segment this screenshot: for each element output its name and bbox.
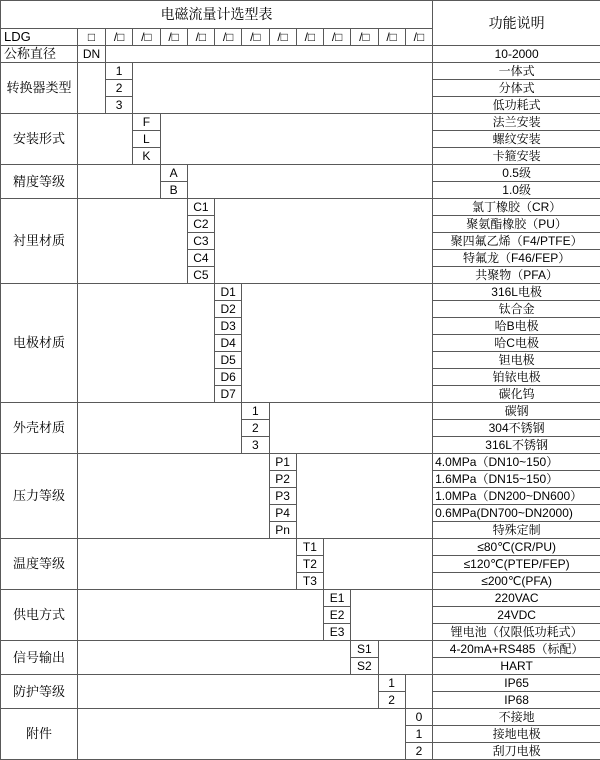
category-label: 转换器类型 [1, 63, 78, 114]
code-cell: D5 [215, 352, 242, 369]
code-cell: Pn [269, 522, 296, 539]
spacer-cell [78, 709, 406, 760]
desc-cell: 低功耗式 [433, 97, 600, 114]
spacer-cell [78, 641, 351, 675]
desc-cell: 4-20mA+RS485（标配） [433, 641, 600, 658]
desc-cell: 锂电池（仅限低功耗式） [433, 624, 600, 641]
code-cell: T2 [296, 556, 323, 573]
model-slot-box: /□ [215, 29, 242, 46]
spacer-cell [133, 63, 433, 114]
desc-cell: 0.6MPa(DN700~DN2000) [433, 505, 600, 522]
code-cell: S1 [351, 641, 378, 658]
category-label: 温度等级 [1, 539, 78, 590]
model-slot-box: /□ [351, 29, 378, 46]
desc-cell: 分体式 [433, 80, 600, 97]
desc-cell: 220VAC [433, 590, 600, 607]
code-cell: 1 [405, 726, 432, 743]
code-cell: D2 [215, 301, 242, 318]
category-label: 公称直径 [1, 46, 78, 63]
code-cell: E2 [324, 607, 351, 624]
spacer-cell [78, 675, 379, 709]
desc-cell: IP65 [433, 675, 600, 692]
desc-cell: 10-2000 [433, 46, 600, 63]
spacer-cell [378, 641, 433, 675]
code-cell: S2 [351, 658, 378, 675]
desc-cell: 316L电极 [433, 284, 600, 301]
spacer-cell [78, 454, 270, 539]
spacer-cell [78, 199, 188, 284]
code-cell: T1 [296, 539, 323, 556]
code-cell: L [133, 131, 160, 148]
desc-cell: 一体式 [433, 63, 600, 80]
spacer-cell [296, 454, 432, 539]
code-cell: 3 [242, 437, 269, 454]
code-cell: C3 [187, 233, 214, 250]
spacer-cell [324, 539, 433, 590]
desc-cell: 哈C电极 [433, 335, 600, 352]
code-cell: P3 [269, 488, 296, 505]
category-label: 衬里材质 [1, 199, 78, 284]
desc-cell: HART [433, 658, 600, 675]
model-slot-box: /□ [160, 29, 187, 46]
code-cell: P2 [269, 471, 296, 488]
model-slot-box: /□ [133, 29, 160, 46]
category-label: 防护等级 [1, 675, 78, 709]
code-cell: DN [78, 46, 106, 63]
desc-cell: 特氟龙（F46/FEP） [433, 250, 600, 267]
spacer-cell [187, 165, 432, 199]
desc-cell: 1.0MPa（DN200~DN600） [433, 488, 600, 505]
code-cell: 1 [378, 675, 405, 692]
model-slot-box: /□ [324, 29, 351, 46]
code-cell: E1 [324, 590, 351, 607]
desc-cell: 聚四氟乙烯（F4/PTFE） [433, 233, 600, 250]
spacer-cell [78, 284, 215, 403]
desc-cell: 氯丁橡胶（CR） [433, 199, 600, 216]
desc-cell: 1.0级 [433, 182, 600, 199]
code-cell: 2 [378, 692, 405, 709]
desc-cell: 螺纹安装 [433, 131, 600, 148]
spacer-cell [160, 114, 433, 165]
code-cell: 3 [106, 97, 133, 114]
spacer-cell [78, 403, 242, 454]
desc-cell: 刮刀电极 [433, 743, 600, 760]
desc-cell: 304不锈钢 [433, 420, 600, 437]
spacer-cell [78, 539, 297, 590]
model-slot-box: /□ [296, 29, 323, 46]
code-cell: D1 [215, 284, 242, 301]
code-cell: 1 [242, 403, 269, 420]
category-label: 电极材质 [1, 284, 78, 403]
code-cell: K [133, 148, 160, 165]
code-cell: F [133, 114, 160, 131]
function-column-header: 功能说明 [433, 1, 600, 46]
code-cell: 2 [242, 420, 269, 437]
desc-cell: 钽电极 [433, 352, 600, 369]
category-label: 外壳材质 [1, 403, 78, 454]
desc-cell: 1.6MPa（DN15~150） [433, 471, 600, 488]
model-slot-box: /□ [269, 29, 296, 46]
desc-cell: 钛合金 [433, 301, 600, 318]
model-slot-box: /□ [405, 29, 432, 46]
code-cell: A [160, 165, 187, 182]
desc-cell: 特殊定制 [433, 522, 600, 539]
category-label: 供电方式 [1, 590, 78, 641]
code-cell: C4 [187, 250, 214, 267]
desc-cell: 卡箍安装 [433, 148, 600, 165]
code-cell: P4 [269, 505, 296, 522]
code-cell: D7 [215, 386, 242, 403]
model-slot-box: /□ [106, 29, 133, 46]
desc-cell: IP68 [433, 692, 600, 709]
code-cell: C5 [187, 267, 214, 284]
code-cell: P1 [269, 454, 296, 471]
model-prefix: LDG [1, 29, 78, 46]
code-cell: 1 [106, 63, 133, 80]
code-cell: C2 [187, 216, 214, 233]
desc-cell: ≤120℃(PTEP/FEP) [433, 556, 600, 573]
code-cell: D6 [215, 369, 242, 386]
category-label: 信号输出 [1, 641, 78, 675]
desc-cell: ≤200℃(PFA) [433, 573, 600, 590]
desc-cell: 4.0MPa（DN10~150） [433, 454, 600, 471]
category-label: 精度等级 [1, 165, 78, 199]
code-cell: D3 [215, 318, 242, 335]
spacer-cell [78, 165, 161, 199]
spacer-cell [215, 199, 433, 284]
spacer-cell [242, 284, 433, 403]
desc-cell: 碳化钨 [433, 386, 600, 403]
code-cell: 2 [405, 743, 432, 760]
spacer-cell [78, 590, 324, 641]
spacer-cell [351, 590, 433, 641]
spacer-cell [78, 114, 133, 165]
desc-cell: 法兰安装 [433, 114, 600, 131]
category-label: 附件 [1, 709, 78, 760]
desc-cell: 接地电极 [433, 726, 600, 743]
desc-cell: 铂铱电极 [433, 369, 600, 386]
code-cell: T3 [296, 573, 323, 590]
code-cell: D4 [215, 335, 242, 352]
spacer-cell [269, 403, 433, 454]
desc-cell: 不接地 [433, 709, 600, 726]
code-cell: C1 [187, 199, 214, 216]
code-cell: B [160, 182, 187, 199]
desc-cell: 聚氨酯橡胶（PU） [433, 216, 600, 233]
desc-cell: 24VDC [433, 607, 600, 624]
category-label: 安装形式 [1, 114, 78, 165]
code-cell: 0 [405, 709, 432, 726]
desc-cell: 哈B电极 [433, 318, 600, 335]
table-title: 电磁流量计选型表 [1, 1, 433, 29]
spacer-cell [405, 675, 432, 709]
code-cell: 2 [106, 80, 133, 97]
model-base-box: □ [78, 29, 106, 46]
desc-cell: ≤80℃(CR/PU) [433, 539, 600, 556]
model-slot-box: /□ [242, 29, 269, 46]
spacer-cell [106, 46, 433, 63]
model-slot-box: /□ [378, 29, 405, 46]
code-cell: E3 [324, 624, 351, 641]
desc-cell: 316L不锈钢 [433, 437, 600, 454]
category-label: 压力等级 [1, 454, 78, 539]
spacer-cell [78, 63, 106, 114]
desc-cell: 共聚物（PFA） [433, 267, 600, 284]
desc-cell: 碳钢 [433, 403, 600, 420]
desc-cell: 0.5级 [433, 165, 600, 182]
model-slot-box: /□ [187, 29, 214, 46]
